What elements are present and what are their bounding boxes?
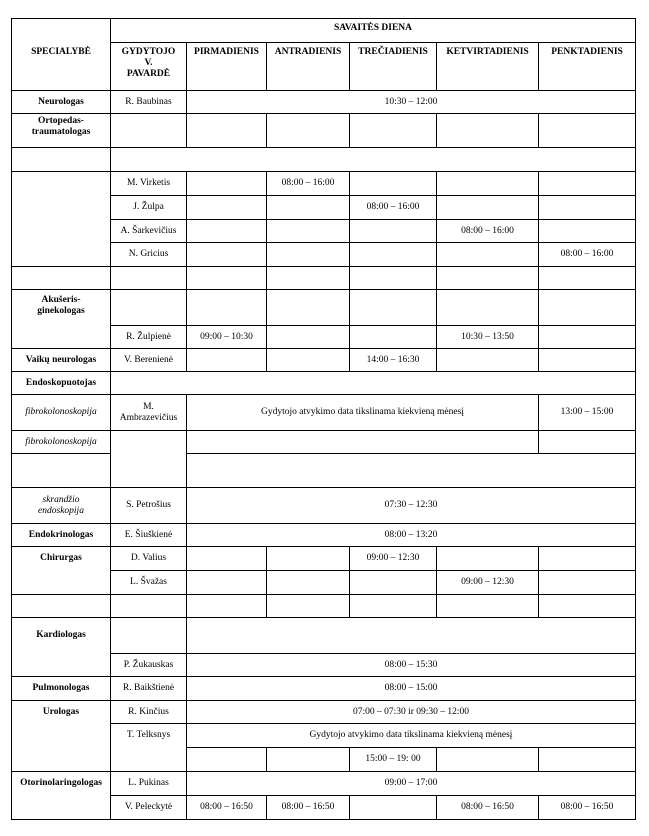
doctor-cell: L. Švažas bbox=[111, 571, 187, 595]
specialty-cell: Chirurgas bbox=[12, 547, 111, 571]
day-header-thursday: KETVIRTADIENIS bbox=[437, 43, 539, 91]
weekday-group-header: SAVAITĖS DIENA bbox=[111, 19, 636, 43]
specialty-cell bbox=[12, 172, 111, 196]
time-cell bbox=[539, 196, 636, 220]
time-cell bbox=[350, 571, 437, 595]
note-cell: Gydytojo atvykimo data tikslinama kiekvieną mėnesį bbox=[187, 724, 636, 748]
table-row bbox=[12, 290, 636, 326]
time-cell bbox=[350, 595, 437, 618]
specialty-cell bbox=[12, 488, 111, 524]
time-cell bbox=[350, 172, 437, 196]
time-cell: 08:00 – 15:30 bbox=[187, 654, 636, 677]
doctor-cell bbox=[111, 748, 187, 772]
time-cell: 08:00 – 16:50 bbox=[437, 796, 539, 820]
time-cell bbox=[350, 220, 437, 243]
time-cell: 08:00 – 16:50 bbox=[187, 796, 267, 820]
doctor-cell: E. Šiuškienė bbox=[111, 524, 187, 547]
time-cell bbox=[350, 114, 437, 148]
time-cell bbox=[350, 267, 437, 290]
specialty-cell bbox=[12, 196, 111, 220]
time-cell: 08:00 – 16:00 bbox=[437, 220, 539, 243]
table-row bbox=[12, 654, 636, 677]
table-row bbox=[12, 395, 636, 431]
specialty-cell: Vaikų neurologas bbox=[12, 349, 111, 372]
time-cell bbox=[539, 349, 636, 372]
specialty-cell: fibrokolonoskopija bbox=[12, 431, 111, 454]
time-cell bbox=[437, 243, 539, 267]
doctor-cell: R. Kinčius bbox=[111, 701, 187, 724]
specialty-cell bbox=[12, 748, 111, 772]
table-row bbox=[12, 148, 636, 172]
table-row bbox=[12, 220, 636, 243]
table-row bbox=[12, 454, 636, 488]
time-cell bbox=[267, 290, 350, 326]
doctor-cell: S. Petrošius bbox=[111, 488, 187, 524]
specialty-cell bbox=[12, 326, 111, 349]
time-cell bbox=[187, 290, 267, 326]
day-header-wednesday: TREČIADIENIS bbox=[350, 43, 437, 91]
corner-cell bbox=[12, 19, 111, 43]
specialty-cell bbox=[12, 454, 111, 488]
time-cell: 09:00 – 17:00 bbox=[187, 772, 636, 796]
time-cell bbox=[539, 172, 636, 196]
specialty-cell bbox=[12, 796, 111, 820]
time-cell bbox=[267, 571, 350, 595]
time-cell bbox=[539, 595, 636, 618]
time-cell bbox=[539, 326, 636, 349]
doctor-cell: R. Baubinas bbox=[111, 91, 187, 114]
time-cell: 14:00 – 16:30 bbox=[350, 349, 437, 372]
specialty-cell: Pulmonologas bbox=[12, 677, 111, 701]
time-cell bbox=[267, 267, 350, 290]
time-cell bbox=[350, 243, 437, 267]
time-cell: 08:00 – 16:50 bbox=[267, 796, 350, 820]
doctor-cell: D. Valius bbox=[111, 547, 187, 571]
time-cell bbox=[539, 267, 636, 290]
doctor-cell: V. Peleckytė bbox=[111, 796, 187, 820]
time-cell bbox=[350, 290, 437, 326]
table-row bbox=[12, 748, 636, 772]
time-cell bbox=[267, 220, 350, 243]
time-cell bbox=[539, 220, 636, 243]
specialty-cell: Endoskopuotojas bbox=[12, 372, 111, 395]
doctor-cell bbox=[111, 290, 187, 326]
table-row bbox=[12, 488, 636, 524]
time-cell bbox=[539, 114, 636, 148]
time-cell bbox=[187, 243, 267, 267]
time-cell bbox=[187, 267, 267, 290]
time-cell bbox=[267, 595, 350, 618]
time-cell bbox=[437, 172, 539, 196]
time-cell bbox=[539, 547, 636, 571]
specialty-line: Akušeris- bbox=[41, 295, 81, 305]
specialty-cell bbox=[12, 114, 111, 148]
day-header-tuesday: ANTRADIENIS bbox=[267, 43, 350, 91]
time-cell bbox=[539, 290, 636, 326]
time-cell bbox=[437, 267, 539, 290]
blank-row-cell bbox=[187, 454, 636, 488]
specialty-cell: Kardiologas bbox=[12, 618, 111, 654]
table-row bbox=[12, 677, 636, 701]
doctor-cell bbox=[111, 454, 187, 488]
time-cell: 10:30 – 13:50 bbox=[437, 326, 539, 349]
doctor-cell: R. Žulpienė bbox=[111, 326, 187, 349]
time-cell bbox=[267, 243, 350, 267]
table-row bbox=[12, 196, 636, 220]
time-cell bbox=[539, 748, 636, 772]
time-cell: 08:00 – 16:00 bbox=[539, 243, 636, 267]
time-cell: 07:30 – 12:30 bbox=[187, 488, 636, 524]
time-cell: 07:00 – 07:30 ir 09:30 – 12:00 bbox=[187, 701, 636, 724]
specialty-line: endoskopija bbox=[38, 505, 84, 516]
table-row bbox=[12, 595, 636, 618]
doctor-cell: L. Pukinas bbox=[111, 772, 187, 796]
time-cell: 10:30 – 12:00 bbox=[187, 91, 636, 114]
time-cell bbox=[267, 349, 350, 372]
time-cell bbox=[437, 196, 539, 220]
table-row bbox=[12, 772, 636, 796]
specialty-cell: Neurologas bbox=[12, 91, 111, 114]
time-cell: 08:00 – 16:00 bbox=[267, 172, 350, 196]
time-cell bbox=[267, 196, 350, 220]
specialty-cell bbox=[12, 267, 111, 290]
doctor-line: Ambrazevičius bbox=[119, 412, 178, 423]
table-row bbox=[12, 431, 636, 454]
blank-row-cell bbox=[111, 372, 636, 395]
table-row bbox=[12, 114, 636, 148]
doctor-cell: A. Šarkevičius bbox=[111, 220, 187, 243]
note-cell: Gydytojo atvykimo data tikslinama kiekvieną mėnesį bbox=[187, 395, 539, 431]
doctor-header-line: GYDYTOJO bbox=[121, 47, 176, 57]
doctor-header-line: V. bbox=[144, 58, 153, 68]
time-cell bbox=[350, 326, 437, 349]
table-row bbox=[12, 724, 636, 748]
specialty-line: Ortopedas- bbox=[38, 116, 84, 126]
time-cell: 08:00 – 16:50 bbox=[539, 796, 636, 820]
specialty-cell: Otorinolaringologas bbox=[12, 772, 111, 796]
time-cell bbox=[187, 748, 267, 772]
time-cell bbox=[437, 547, 539, 571]
day-header-friday: PENKTADIENIS bbox=[539, 43, 636, 91]
table-row bbox=[12, 172, 636, 196]
table-row bbox=[12, 796, 636, 820]
specialty-cell bbox=[12, 595, 111, 618]
doctor-cell: V. Berenienė bbox=[111, 349, 187, 372]
time-cell: 09:00 – 12:30 bbox=[350, 547, 437, 571]
time-cell: 08:00 – 13:20 bbox=[187, 524, 636, 547]
time-cell: 08:00 – 16:00 bbox=[350, 196, 437, 220]
table-row bbox=[12, 326, 636, 349]
specialty-cell bbox=[12, 571, 111, 595]
table-row bbox=[12, 547, 636, 571]
specialty-header: SPECIALYBĖ bbox=[12, 43, 111, 91]
time-cell bbox=[539, 571, 636, 595]
specialty-line: traumatologas bbox=[31, 127, 91, 137]
time-cell bbox=[187, 547, 267, 571]
time-cell bbox=[187, 595, 267, 618]
time-cell bbox=[187, 196, 267, 220]
table-row bbox=[12, 243, 636, 267]
specialty-cell: fibrokolonoskopija bbox=[12, 395, 111, 431]
time-cell bbox=[437, 290, 539, 326]
time-cell bbox=[437, 595, 539, 618]
specialty-line: ginekologas bbox=[37, 306, 85, 316]
time-cell: 08:00 – 15:00 bbox=[187, 677, 636, 701]
specialty-cell bbox=[12, 724, 111, 748]
time-cell bbox=[187, 349, 267, 372]
doctor-line: M. bbox=[143, 401, 154, 412]
time-cell bbox=[437, 349, 539, 372]
doctor-cell: P. Žukauskas bbox=[111, 654, 187, 677]
time-cell bbox=[539, 431, 636, 454]
doctor-cell bbox=[111, 395, 187, 431]
table-row bbox=[12, 701, 636, 724]
doctor-cell: M. Virketis bbox=[111, 172, 187, 196]
doctor-cell bbox=[111, 595, 187, 618]
specialty-cell: Urologas bbox=[12, 701, 111, 724]
time-cell: 13:00 – 15:00 bbox=[539, 395, 636, 431]
schedule-table bbox=[11, 18, 636, 820]
time-cell bbox=[187, 172, 267, 196]
specialty-cell bbox=[12, 220, 111, 243]
table-row bbox=[12, 91, 636, 114]
doctor-cell bbox=[111, 114, 187, 148]
specialty-cell: Endokrinologas bbox=[12, 524, 111, 547]
doctor-cell bbox=[111, 618, 187, 654]
table-row bbox=[12, 372, 636, 395]
time-cell: 09:00 – 12:30 bbox=[437, 571, 539, 595]
time-cell bbox=[350, 796, 437, 820]
specialty-line: skrandžio bbox=[42, 494, 80, 505]
table-row bbox=[12, 524, 636, 547]
time-cell bbox=[267, 547, 350, 571]
doctor-cell: T. Telksnys bbox=[111, 724, 187, 748]
time-cell bbox=[187, 220, 267, 243]
time-cell bbox=[437, 748, 539, 772]
table-row bbox=[12, 267, 636, 290]
doctor-cell bbox=[111, 431, 187, 454]
doctor-cell: N. Gricius bbox=[111, 243, 187, 267]
doctor-cell bbox=[111, 267, 187, 290]
doctor-cell: J. Žulpa bbox=[111, 196, 187, 220]
table-row bbox=[12, 571, 636, 595]
specialty-cell bbox=[12, 148, 111, 172]
time-cell bbox=[187, 571, 267, 595]
doctor-cell: R. Baikštienė bbox=[111, 677, 187, 701]
time-cell: 09:00 – 10:30 bbox=[187, 326, 267, 349]
specialty-cell bbox=[12, 654, 111, 677]
table-row bbox=[12, 349, 636, 372]
doctor-header bbox=[111, 43, 187, 91]
time-cell bbox=[267, 326, 350, 349]
blank-row-cell bbox=[187, 618, 636, 654]
doctor-header-line: PAVARDĖ bbox=[126, 69, 171, 79]
specialty-cell bbox=[12, 243, 111, 267]
time-cell bbox=[437, 114, 539, 148]
time-cell bbox=[267, 114, 350, 148]
table-row bbox=[12, 618, 636, 654]
time-cell bbox=[267, 748, 350, 772]
time-cell: 15:00 – 19: 00 bbox=[350, 748, 437, 772]
blank-row-cell bbox=[111, 148, 636, 172]
specialty-cell bbox=[12, 290, 111, 326]
day-header-monday: PIRMADIENIS bbox=[187, 43, 267, 91]
time-cell bbox=[187, 114, 267, 148]
blank-row-cell bbox=[187, 431, 539, 454]
